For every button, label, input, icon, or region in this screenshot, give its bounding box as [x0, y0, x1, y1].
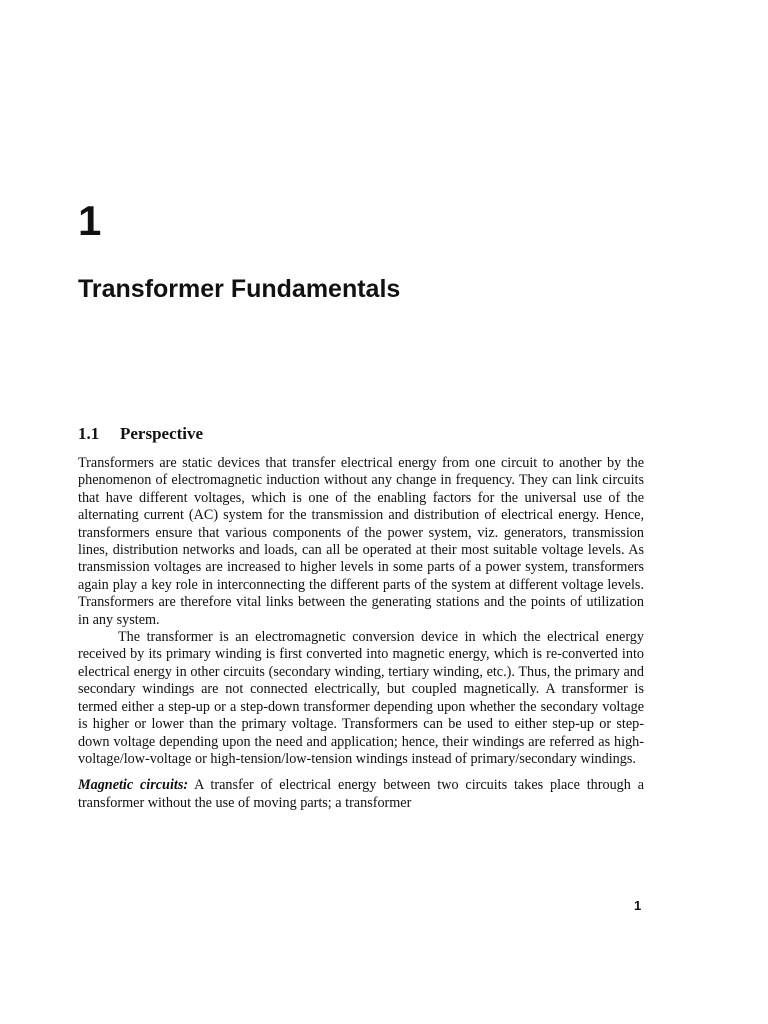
- paragraph-perspective-1: Transformers are static devices that transfer electrical energy from one circuit to another by the phenomenon of electromagnetic induction without any change in frequency. They can link circuits that have different voltages, which is one of the enabling factors for the universal use of the alternating current (AC) system for the transmission and distribution of electrical energy. Hence, transformers ensure that various components of the power system, viz. generators, transmission lines, distribution networks and loads, can all be operated at their most suitable voltage levels. As transmission voltages are increased to higher levels in some parts of a power system, transformers again play a key role in interconnecting the different parts of the system at different voltage levels. Transformers are therefore vital links between the generating stations and the points of utilization in any system.: [78, 455, 644, 628]
- paragraph-perspective-2: The transformer is an electromagnetic conversion device in which the electrical energy received by its primary winding is first converted into magnetic energy, which is re-converted into electrical energy in other circuits (secondary winding, tertiary winding, etc.). Thus, the primary and secondary windings are not connected electrically, but coupled magnetically. A transformer is termed either a step-up or a step-down transformer depending upon whether the secondary voltage is higher or lower than the primary voltage. Transformers can be used to either step-up or step-down voltage depending upon the need and application; hence, their windings are referred as high-voltage/low-voltage or high-tension/low-tension windings instead of primary/secondary windings.: [78, 629, 644, 767]
- run-in-heading: Magnetic circuits:: [78, 777, 189, 794]
- page-number: 1: [634, 898, 642, 913]
- chapter-number: 1: [78, 197, 102, 244]
- section-heading: [78, 424, 203, 444]
- paragraph-magnetic-circuits: [78, 777, 644, 812]
- section-title: Perspective: [120, 424, 204, 443]
- paragraph-magnetic-circuits-text: A transfer of electrical energy between two circuits takes place through a transformer without the use of moving parts; a transformer: [78, 777, 644, 811]
- chapter-title: Transformer Fundamentals: [78, 275, 401, 303]
- body-text: [78, 455, 644, 812]
- section-number: 1.1: [78, 424, 100, 443]
